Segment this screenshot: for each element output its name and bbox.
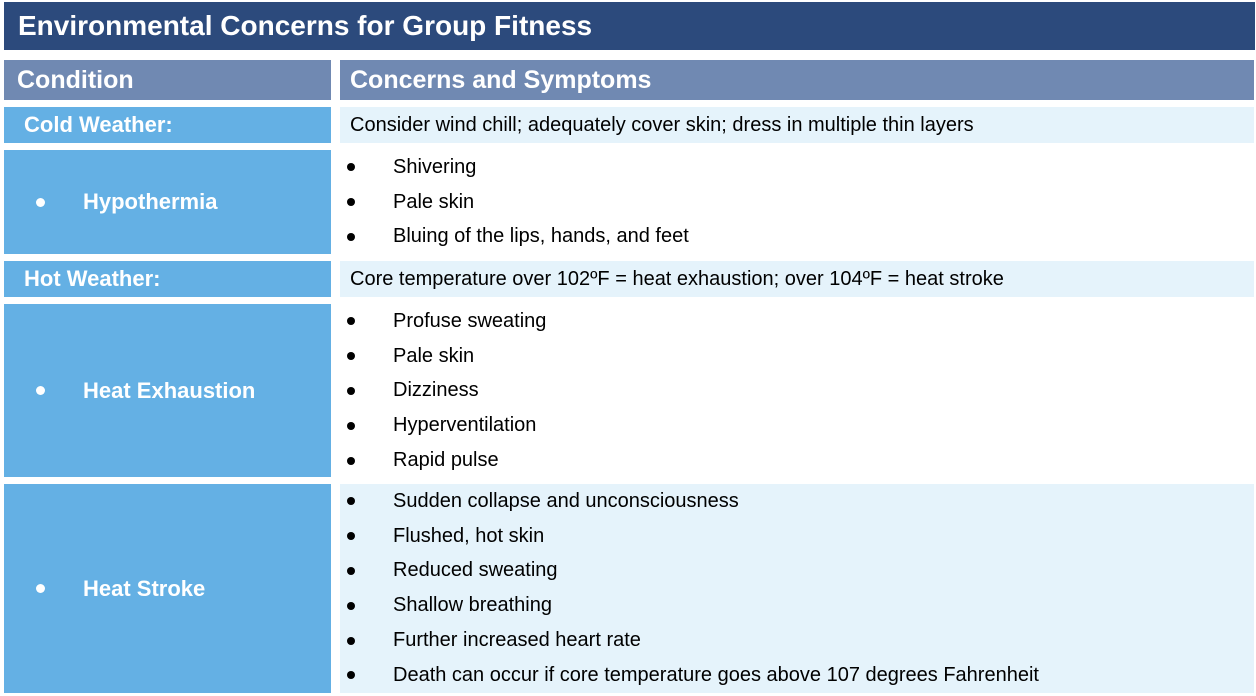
symptom-text: Rapid pulse — [393, 449, 499, 472]
category-cell-hot-weather — [4, 261, 331, 297]
symptom-text: Shivering — [393, 155, 477, 178]
symptom-text: Death can occur if core temperature goes above 107 degrees Fahrenheit — [393, 663, 1039, 686]
symptom-item — [340, 588, 1254, 623]
symptom-text: Dizziness — [393, 379, 479, 402]
symptom-text: Further increased heart rate — [393, 629, 641, 652]
table-title — [4, 2, 1255, 50]
bullet-icon — [347, 163, 355, 171]
symptom-item — [340, 554, 1254, 589]
bullet-icon — [347, 198, 355, 206]
symptom-item — [340, 185, 1254, 220]
bullet-icon — [347, 602, 355, 610]
bullet-icon — [36, 198, 45, 207]
symptom-item — [340, 658, 1254, 693]
bullet-icon — [347, 497, 355, 505]
condition-label: Hypothermia — [83, 189, 218, 214]
symptom-text: Pale skin — [393, 190, 475, 213]
symptom-text: Bluing of the lips, hands, and feet — [393, 225, 689, 248]
column-header-condition — [4, 60, 331, 100]
symptom-cell-heat-exhaustion — [340, 304, 1254, 477]
symptom-text: Hyperventilation — [393, 414, 537, 437]
bullet-icon — [347, 387, 355, 395]
bullet-icon — [347, 317, 355, 325]
symptom-list — [340, 484, 1254, 693]
symptom-item — [340, 339, 1254, 374]
symptom-text: Shallow breathing — [393, 594, 552, 617]
symptom-item — [340, 374, 1254, 409]
category-cell-cold-weather — [4, 107, 331, 143]
bullet-icon — [347, 567, 355, 575]
category-note-text: Core temperature over 102ºF = heat exhaustion; over 104ºF = heat stroke — [350, 267, 1004, 290]
symptom-item — [340, 150, 1254, 185]
symptom-item — [340, 623, 1254, 658]
symptom-list — [340, 304, 1254, 478]
bullet-icon — [347, 233, 355, 241]
symptom-item — [340, 304, 1254, 339]
bullet-icon — [347, 352, 355, 360]
symptom-item — [340, 220, 1254, 255]
symptom-item — [340, 443, 1254, 478]
condition-cell-heat-stroke — [4, 484, 331, 693]
bullet-icon — [36, 584, 45, 593]
category-label: Hot Weather: — [24, 266, 161, 291]
symptom-text: Flushed, hot skin — [393, 524, 545, 547]
symptom-cell-hypothermia — [340, 150, 1254, 254]
bullet-icon — [347, 457, 355, 465]
symptom-item — [340, 484, 1254, 519]
symptom-item — [340, 519, 1254, 554]
category-note-hot-weather — [340, 261, 1254, 297]
condition-cell-hypothermia — [4, 150, 331, 254]
table-title-text: Environmental Concerns for Group Fitness — [18, 10, 593, 41]
bullet-icon — [347, 422, 355, 430]
symptom-cell-heat-stroke — [340, 484, 1254, 693]
category-label: Cold Weather: — [24, 112, 173, 137]
symptom-text: Sudden collapse and unconsciousness — [393, 489, 739, 512]
condition-cell-heat-exhaustion — [4, 304, 331, 477]
symptom-text: Pale skin — [393, 344, 475, 367]
column-header-concerns-label: Concerns and Symptoms — [350, 65, 652, 94]
symptom-text: Reduced sweating — [393, 559, 558, 582]
symptom-list — [340, 150, 1254, 254]
category-note-cold-weather — [340, 107, 1254, 143]
bullet-icon — [347, 532, 355, 540]
condition-label: Heat Exhaustion — [83, 377, 256, 403]
symptom-text: Profuse sweating — [393, 309, 547, 332]
category-note-text: Consider wind chill; adequately cover skin; dress in multiple thin layers — [350, 113, 974, 136]
bullet-icon — [36, 386, 45, 395]
bullet-icon — [347, 637, 355, 645]
bullet-icon — [347, 671, 355, 679]
symptom-item — [340, 408, 1254, 443]
condition-label: Heat Stroke — [83, 575, 206, 601]
column-header-condition-label: Condition — [17, 65, 134, 94]
column-header-concerns — [340, 60, 1254, 100]
